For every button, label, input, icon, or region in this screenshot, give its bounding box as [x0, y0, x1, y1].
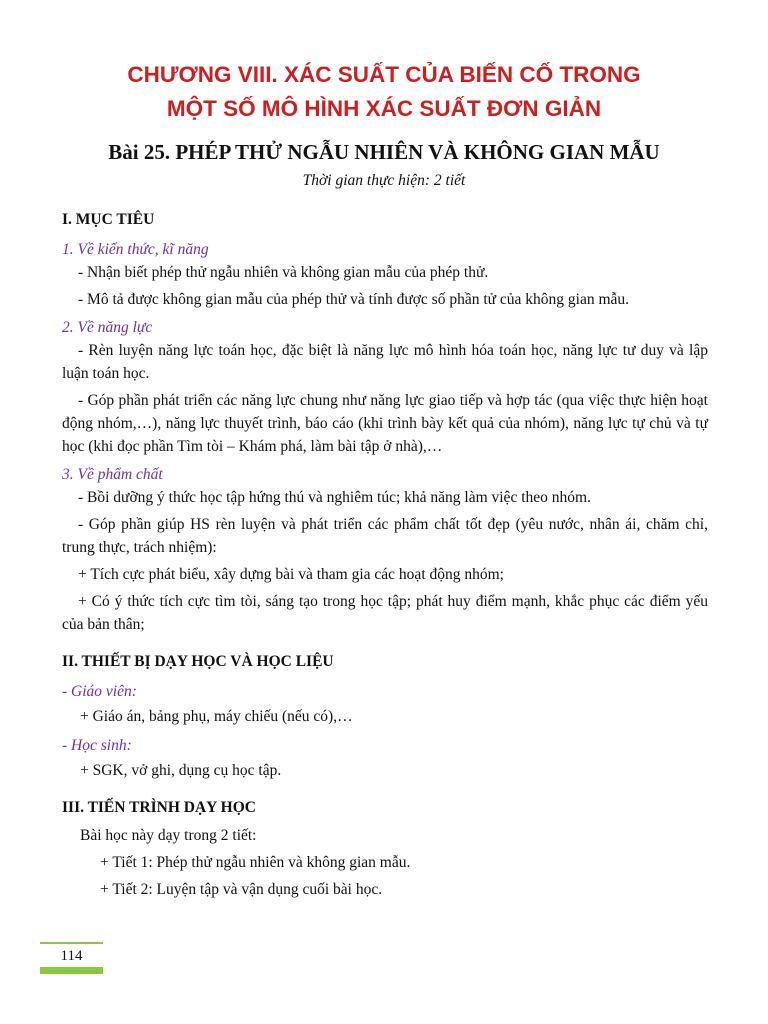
teacher-item: + Giáo án, bảng phụ, máy chiếu (nếu có),… [80, 708, 353, 725]
chapter-title-line-2: MỘT SỐ MÔ HÌNH XÁC SUẤT ĐƠN GIẢN [166, 96, 602, 121]
competence-item: - Góp phần phát triển các năng lực chung như năng lực giao tiếp và hợp tác (qua việc thực hiện hoạt động nhóm,…), năng lực thuyết trình, báo cáo (khi trình bày kết quả của nhóm), năng lực tự chủ và tự học (khi đọc phần Tìm tòi – Khám phá, làm bài tập ở nhà),… [62, 392, 708, 455]
page-number: 114 [60, 948, 83, 964]
knowledge-item: - Nhận biết phép thử ngẫu nhiên và không gian mẫu của phép thử. [78, 264, 489, 281]
qualities-item: - Góp phần giúp HS rèn luyện và phát triển các phẩm chất tốt đẹp (yêu nước, nhân ái, chăm chỉ, trung thực, trách nhiệm): [62, 516, 708, 556]
subsection-qualities-heading: 3. Về phẩm chất [62, 466, 163, 483]
footer-rule-top [40, 942, 103, 944]
subsection-competence-heading: 2. Về năng lực [62, 319, 153, 336]
section-process-heading: III. TIẾN TRÌNH DẠY HỌC [62, 799, 256, 816]
lesson-duration: Thời gian thực hiện: 2 tiết [302, 172, 466, 189]
student-item: + SGK, vở ghi, dụng cụ học tập. [80, 762, 282, 779]
qualities-item: + Có ý thức tích cực tìm tòi, sáng tạo trong học tập; phát huy điểm mạnh, khắc phục các điểm yếu của bản thân; [62, 593, 708, 633]
qualities-item: + Tích cực phát biểu, xây dựng bài và tham gia các hoạt động nhóm; [78, 566, 504, 583]
knowledge-item: - Mô tả được không gian mẫu của phép thử và tính được số phần tử của không gian mẫu. [78, 291, 630, 308]
lesson-content [62, 205, 708, 901]
chapter-title-line-1: CHƯƠNG VIII. XÁC SUẤT CỦA BIẾN CỐ TRONG [127, 62, 641, 87]
competence-item: - Rèn luyện năng lực toán học, đặc biệt là năng lực mô hình hóa toán học, năng lực tư duy và lập luận toán học. [62, 342, 708, 382]
section-equipment-heading: II. THIẾT BỊ DẠY HỌC VÀ HỌC LIỆU [62, 653, 334, 670]
process-item: + Tiết 2: Luyện tập và vận dụng cuối bài học. [100, 881, 383, 898]
lesson-title: Bài 25. PHÉP THỬ NGẪU NHIÊN VÀ KHÔNG GIAN MẪU [108, 140, 660, 164]
process-intro: Bài học này dạy trong 2 tiết: [80, 827, 257, 844]
qualities-item: - Bồi dưỡng ý thức học tập hứng thú và nghiêm túc; khả năng làm việc theo nhóm. [78, 489, 591, 506]
section-objectives-heading: I. MỤC TIÊU [62, 211, 155, 228]
subsection-knowledge-heading: 1. Về kiến thức, kĩ năng [62, 241, 209, 258]
teacher-heading: - Giáo viên: [62, 683, 137, 700]
chapter-title [0, 58, 768, 126]
footer-rule-bottom [40, 967, 103, 974]
process-item: + Tiết 1: Phép thử ngẫu nhiên và không gian mẫu. [100, 854, 411, 871]
student-heading: - Học sinh: [62, 737, 132, 754]
